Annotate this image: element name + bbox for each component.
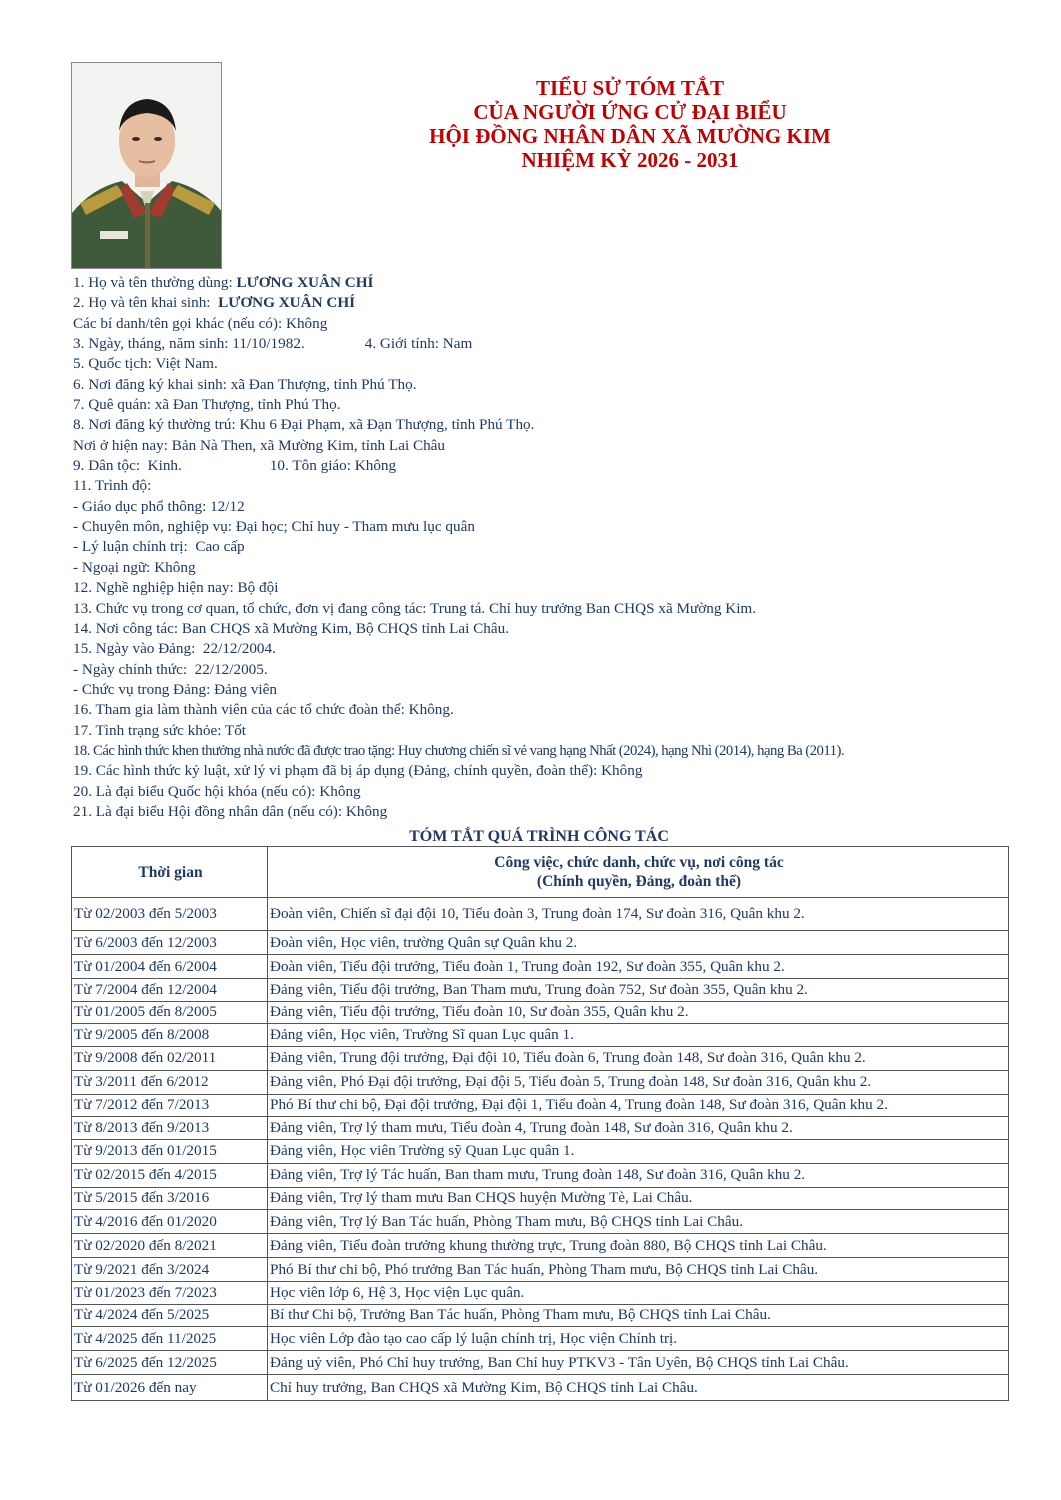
title-line-3: HỘI ĐỒNG NHÂN DÂN XÃ MƯỜNG KIM (429, 124, 831, 148)
row-time: Từ 02/2003 đến 5/2003 (72, 898, 268, 931)
row-description: Đảng viên, Tiểu đội trưởng, Ban Tham mưu, Trung đoàn 752, Sư đoàn 355, Quân khu 2. (268, 979, 1009, 1002)
education-header: 11. Trình độ: (73, 477, 152, 495)
political-theory: - Lý luận chính trị: Cao cấp (73, 538, 245, 556)
name-birth-label: 2. Họ và tên khai sinh: (73, 294, 219, 312)
occupation: 12. Nghề nghiệp hiện nay: Bộ đội (73, 579, 279, 597)
row-description: Đảng uỷ viên, Phó Chỉ huy trưởng, Ban Chỉ huy PTKV3 - Tân Uyên, Bộ CHQS tỉnh Lai Châu. (268, 1351, 1009, 1375)
table-row (72, 1187, 1009, 1210)
dob-gender-row (73, 334, 1033, 354)
row-description: Học viên lớp 6, Hệ 3, Học viện Lục quân. (268, 1282, 1009, 1305)
row-time: Từ 7/2012 đến 7/2013 (72, 1094, 268, 1117)
title-line-2: CỦA NGƯỜI ỨNG CỬ ĐẠI BIỂU (473, 100, 787, 124)
peoples-council: 21. Là đại biểu Hội đồng nhân dân (nếu có): Không (73, 802, 388, 820)
table-row (72, 1070, 1009, 1094)
column-header-time: Thời gian (72, 847, 268, 898)
row-description: Đảng viên, Tiểu đoàn trưởng khung thường trực, Trung đoàn 880, Bộ CHQS tỉnh Lai Châu. (268, 1234, 1009, 1258)
table-row (72, 1139, 1009, 1163)
permanent-residence: 8. Nơi đăng ký thường trú: Khu 6 Đại Phạm, xã Đạn Thượng, tỉnh Phú Thọ. (73, 416, 535, 434)
name-birth-value: LƯƠNG XUÂN CHÍ (218, 294, 356, 312)
name-common-row (73, 273, 1033, 293)
table-row (72, 898, 1009, 931)
row-description: Đảng viên, Phó Đại đội trưởng, Đại đội 5, Tiểu đoàn 5, Trung đoàn 148, Sư đoàn 316, Quân khu 2. (268, 1070, 1009, 1094)
name-common-value: LƯƠNG XUÂN CHÍ (236, 274, 374, 291)
row-time: Từ 9/2021 đến 3/2024 (72, 1258, 268, 1282)
row-description: Bí thư Chi bộ, Trưởng Ban Tác huấn, Phòng Tham mưu, Bộ CHQS tỉnh Lai Châu. (268, 1304, 1009, 1327)
religion: 10. Tôn giáo: Không (269, 457, 397, 475)
ethnicity: 9. Dân tộc: Kinh. (73, 457, 182, 475)
document-title (330, 76, 930, 172)
column-header-description-line2: (Chính quyền, Đảng, đoàn thể) (536, 873, 742, 890)
work-history-rows (72, 898, 1009, 1401)
work-history-table (71, 846, 1009, 1401)
discipline: 19. Các hình thức kỷ luật, xử lý vi phạm đã bị áp dụng (Đảng, chính quyền, đoàn thể): Không (73, 762, 643, 780)
row-time: Từ 01/2026 đến nay (72, 1375, 268, 1401)
row-description: Đoàn viên, Chiến sĩ đại đội 10, Tiểu đoàn 3, Trung đoàn 174, Sư đoàn 316, Quân khu 2. (268, 898, 1009, 931)
table-row (72, 1304, 1009, 1327)
row-time: Từ 4/2025 đến 11/2025 (72, 1327, 268, 1351)
row-description: Đảng viên, Học viên Trường sỹ Quan Lục quân 1. (268, 1139, 1009, 1163)
ethnicity-religion-row (73, 456, 1033, 476)
portrait-photo (71, 62, 222, 269)
row-description: Đảng viên, Trợ lý tham mưu, Tiểu đoàn 4, Trung đoàn 148, Sư đoàn 316, Quân khu 2. (268, 1117, 1009, 1140)
title-line-4: NHIỆM KỲ 2026 - 2031 (521, 148, 739, 172)
row-time: Từ 9/2008 đến 02/2011 (72, 1046, 268, 1070)
row-description: Đảng viên, Trợ lý Tác huấn, Ban tham mưu, Trung đoàn 148, Sư đoàn 316, Quân khu 2. (268, 1163, 1009, 1187)
workplace: 14. Nơi công tác: Ban CHQS xã Mường Kim, Bộ CHQS tỉnh Lai Châu. (73, 619, 510, 637)
row-description: Đảng viên, Trợ lý tham mưu Ban CHQS huyện Mường Tè, Lai Châu. (268, 1187, 1009, 1210)
row-time: Từ 8/2013 đến 9/2013 (72, 1117, 268, 1140)
table-row (72, 1282, 1009, 1305)
row-time: Từ 01/2004 đến 6/2004 (72, 955, 268, 979)
row-description: Đảng viên, Học viên, Trường Sĩ quan Lục quân 1. (268, 1024, 1009, 1047)
row-time: Từ 6/2003 đến 12/2003 (72, 931, 268, 955)
row-time: Từ 9/2013 đến 01/2015 (72, 1139, 268, 1163)
national-assembly: 20. Là đại biểu Quốc hội khóa (nếu có): Không (73, 782, 361, 800)
row-description: Đảng viên, Trung đội trưởng, Đại đội 10, Tiểu đoàn 6, Trung đoàn 148, Sư đoàn 316, Quân khu 2. (268, 1046, 1009, 1070)
name-birth-row (73, 293, 1033, 313)
column-header-description-line1: Công việc, chức danh, chức vụ, nơi công tác (494, 854, 784, 871)
table-row (72, 979, 1009, 1002)
row-time: Từ 4/2024 đến 5/2025 (72, 1304, 268, 1327)
row-description: Phó Bí thư chi bộ, Đại đội trưởng, Đại đội 1, Tiểu đoàn 4, Trung đoàn 148, Sư đoàn 316, Quân khu 2. (268, 1094, 1009, 1117)
title-line-1: TIỂU SỬ TÓM TẮT (535, 76, 725, 100)
table-row (72, 1258, 1009, 1282)
table-row (72, 1351, 1009, 1375)
row-time: Từ 9/2005 đến 8/2008 (72, 1024, 268, 1047)
row-description: Đoàn viên, Học viên, trường Quân sự Quân khu 2. (268, 931, 1009, 955)
row-time: Từ 02/2015 đến 4/2015 (72, 1163, 268, 1187)
general-education: - Giáo dục phổ thông: 12/12 (73, 497, 245, 515)
biography-section (73, 273, 1033, 822)
foreign-language: - Ngoại ngữ: Không (73, 558, 196, 576)
table-row (72, 1046, 1009, 1070)
professional-qualification: - Chuyên môn, nghiệp vụ: Đại học; Chỉ huy - Tham mưu lục quân (73, 518, 475, 536)
row-description: Học viên Lớp đào tạo cao cấp lý luận chính trị, Học viện Chính trị. (268, 1327, 1009, 1351)
row-time: Từ 7/2004 đến 12/2004 (72, 979, 268, 1002)
current-position: 13. Chức vụ trong cơ quan, tổ chức, đơn vị đang công tác: Trung tá. Chỉ huy trưởng Ban CHQS xã Mường Kim. (73, 599, 757, 617)
table-row (72, 1234, 1009, 1258)
awards: 18. Các hình thức khen thưởng nhà nước đã được trao tặng: Huy chương chiến sĩ vẻ vang hạng Nhất (2024), hạng Nhì (2014), hạng Ba (2011). (73, 742, 845, 759)
row-time: Từ 3/2011 đến 6/2012 (72, 1070, 268, 1094)
table-row (72, 1163, 1009, 1187)
table-row (72, 1327, 1009, 1351)
name-common-label: 1. Họ và tên thường dùng: (73, 274, 237, 291)
table-row (72, 931, 1009, 955)
dob: 3. Ngày, tháng, năm sinh: 11/10/1982. (73, 335, 305, 353)
row-description: Đảng viên, Tiểu đội trưởng, Tiểu đoàn 10, Sư đoàn 355, Quân khu 2. (268, 1001, 1009, 1024)
party-position: - Chức vụ trong Đảng: Đảng viên (73, 680, 277, 698)
row-description: Phó Bí thư chi bộ, Phó trưởng Ban Tác huấn, Phòng Tham mưu, Bộ CHQS tỉnh Lai Châu. (268, 1258, 1009, 1282)
party-official-date: - Ngày chính thức: 22/12/2005. (73, 660, 268, 678)
nationality: 5. Quốc tịch: Việt Nam. (73, 355, 218, 373)
table-row (72, 955, 1009, 979)
table-row (72, 1024, 1009, 1047)
table-row (72, 1094, 1009, 1117)
row-description: Đảng viên, Trợ lý Ban Tác huấn, Phòng Tham mưu, Bộ CHQS tỉnh Lai Châu. (268, 1210, 1009, 1234)
table-row (72, 1117, 1009, 1140)
row-time: Từ 4/2016 đến 01/2020 (72, 1210, 268, 1234)
row-time: Từ 6/2025 đến 12/2025 (72, 1351, 268, 1375)
current-residence: Nơi ở hiện nay: Bản Nà Then, xã Mường Kim, tỉnh Lai Châu (73, 436, 446, 454)
row-description: Đoàn viên, Tiểu đội trưởng, Tiểu đoàn 1, Trung đoàn 192, Sư đoàn 355, Quân khu 2. (268, 955, 1009, 979)
table-row (72, 1375, 1009, 1401)
table-header-row (72, 847, 1009, 898)
health-status: 17. Tình trạng sức khỏe: Tốt (73, 721, 247, 739)
row-time: Từ 01/2005 đến 8/2005 (72, 1001, 268, 1024)
row-description: Chỉ huy trưởng, Ban CHQS xã Mường Kim, Bộ CHQS tỉnh Lai Châu. (268, 1375, 1009, 1401)
hometown: 7. Quê quán: xã Đan Thượng, tỉnh Phú Thọ. (73, 396, 341, 414)
table-row (72, 1210, 1009, 1234)
table-row (72, 1001, 1009, 1024)
row-time: Từ 5/2015 đến 3/2016 (72, 1187, 268, 1210)
row-time: Từ 01/2023 đến 7/2023 (72, 1282, 268, 1305)
column-header-description (268, 847, 1009, 898)
mass-organizations: 16. Tham gia làm thành viên của các tổ chức đoàn thể: Không. (73, 701, 454, 719)
aliases: Các bí danh/tên gọi khác (nếu có): Không (73, 314, 328, 332)
row-time: Từ 02/2020 đến 8/2021 (72, 1234, 268, 1258)
party-join-date: 15. Ngày vào Đảng: 22/12/2004. (73, 640, 276, 658)
birth-registration: 6. Nơi đăng ký khai sinh: xã Đan Thượng, tỉnh Phú Thọ. (73, 375, 417, 393)
work-history-title: TÓM TẮT QUÁ TRÌNH CÔNG TÁC (409, 828, 669, 845)
gender: 4. Giới tính: Nam (364, 335, 473, 353)
